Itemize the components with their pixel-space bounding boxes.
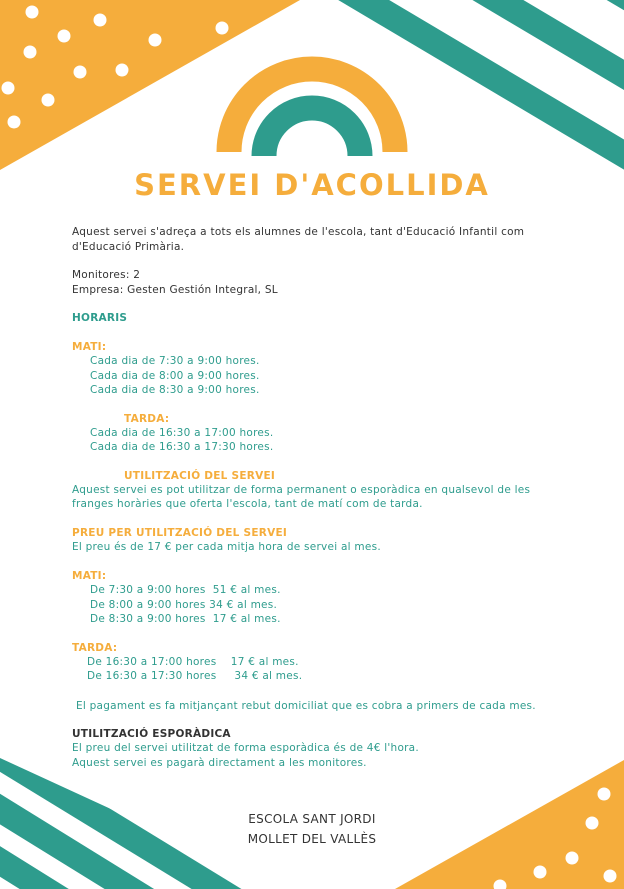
intro-line-2: d'Educació Primària. xyxy=(72,241,185,253)
horaris-tarda-item: Cada dia de 16:30 a 17:30 hores. xyxy=(90,441,274,453)
horaris-mati-item: Cada dia de 8:30 a 9:00 hores. xyxy=(90,384,260,396)
rainbow-inner-arc xyxy=(264,108,360,156)
utilitzacio-line-1: Aquest servei es pot utilitzar de forma permanent o esporàdica en qualsevol de les xyxy=(72,484,531,496)
page-title: SERVEI D'ACOLLIDA xyxy=(134,168,490,202)
preu-tarda-label: TARDA: xyxy=(72,642,118,654)
preu-heading: PREU PER UTILITZACIÓ DEL SERVEI xyxy=(72,527,288,539)
pagament-note: El pagament es fa mitjançant rebut domiciliat que es cobra a primers de cada mes. xyxy=(76,700,536,712)
utilitzacio-line-2: franges horàries que oferta l'escola, tant de matí com de tarda. xyxy=(72,498,423,510)
intro-line-1: Aquest servei s'adreça a tots els alumnes de l'escola, tant d'Educació Infantil com xyxy=(72,226,525,238)
horaris-tarda-label: TARDA: xyxy=(124,413,170,425)
utilitzacio-heading: UTILITZACIÓ DEL SERVEI xyxy=(124,470,276,482)
preu-tarda-item: De 16:30 a 17:30 hores 34 € al mes. xyxy=(87,670,303,682)
horaris-mati-label: MATI: xyxy=(72,341,107,353)
horaris-mati-item: Cada dia de 7:30 a 9:00 hores. xyxy=(90,355,260,367)
company-name: Empresa: Gesten Gestión Integral, SL xyxy=(72,284,278,296)
preu-tarda-item: De 16:30 a 17:00 hores 17 € al mes. xyxy=(87,656,299,668)
monitors-count: Monitores: 2 xyxy=(72,269,141,281)
preu-mati-item: De 7:30 a 9:00 hores 51 € al mes. xyxy=(90,584,281,596)
footer-school: ESCOLA SANT JORDI xyxy=(248,812,376,826)
preu-line: El preu és de 17 € per cada mitja hora de servei al mes. xyxy=(72,541,381,553)
preu-mati-item: De 8:00 a 9:00 hores 34 € al mes. xyxy=(90,599,278,611)
horaris-mati-item: Cada dia de 8:00 a 9:00 hores. xyxy=(90,370,260,382)
horaris-heading: HORARIS xyxy=(72,312,128,324)
horaris-tarda-item: Cada dia de 16:30 a 17:00 hores. xyxy=(90,427,274,439)
preu-mati-item: De 8:30 a 9:00 hores 17 € al mes. xyxy=(90,613,281,625)
preu-mati-label: MATI: xyxy=(72,570,107,582)
esporadica-line-2: Aquest servei es pagarà directament a les monitores. xyxy=(72,757,367,769)
footer-town: MOLLET DEL VALLÈS xyxy=(247,832,377,846)
esporadica-heading: UTILITZACIÓ ESPORÀDICA xyxy=(72,728,231,740)
esporadica-line-1: El preu del servei utilitzat de forma esporàdica és de 4€ l'hora. xyxy=(72,742,419,754)
